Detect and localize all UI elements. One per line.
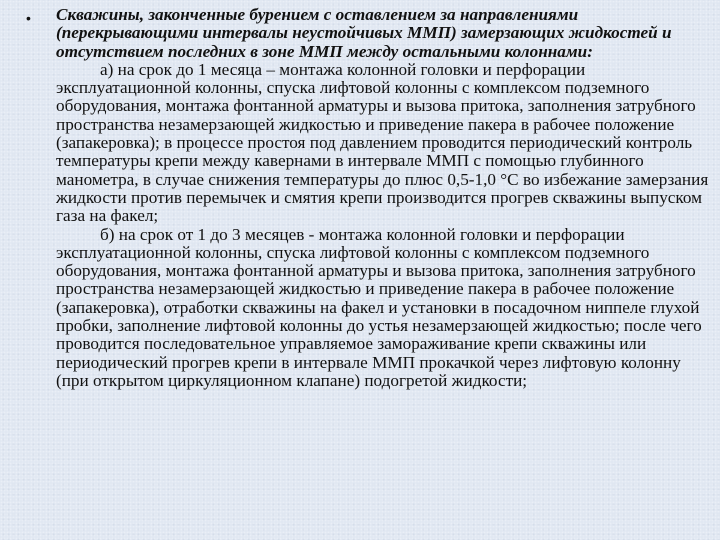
paragraph-b: б) на срок от 1 до 3 месяцев - монтажа колонной головки и перфорации эксплуатационной колонны, спуска лифтовой колонны с комплексом подземного оборудования, монтажа фонтанной арматуры и вызова притока, заполнения затрубного пространства незамерзающей жидкостью и приведение пакера в рабочее положение (запакеровка), отработки скважины на факел и установки в посадочном ниппеле глухой пробки, заполнение лифтовой колонны до устья незамерзающей жидкостью; после чего проводится последовательное управляемое замораживание крепи скважины или периодический прогрев крепи в интервале ММП прокачкой через лифтовую колонну (при открытом циркуляционном клапане) подогретой жидкости;: [56, 224, 702, 390]
slide-body: [56, 6, 714, 390]
slide-heading: Скважины, законченные бурением с оставлением за направлениями (перекрывающими интервалы неустойчивых ММП) замерзающих жидкостей и отсутствием последних в зоне ММП между остальными колоннами:: [56, 5, 672, 61]
bullet-marker: •: [26, 10, 31, 26]
paragraph-a: а) на срок до 1 месяца – монтажа колонной головки и перфорации эксплуатационной колонны, спуска лифтовой колонны с комплексом подземного оборудования, монтажа фонтанной арматуры и вызова притока, заполнения затрубного пространства незамерзающей жидкостью и приведение пакера в рабочее положение (запакеровка); в процессе простоя под давлением проводится периодический контроль температуры крепи между кавернами в интервале ММП с помощью глубинного манометра, в случае снижения температуры до плюс 0,5-1,0 °С во избежание замерзания жидкости против перемычек и смятия крепи производится прогрев скважины выпуском газа на факел;: [56, 59, 709, 226]
